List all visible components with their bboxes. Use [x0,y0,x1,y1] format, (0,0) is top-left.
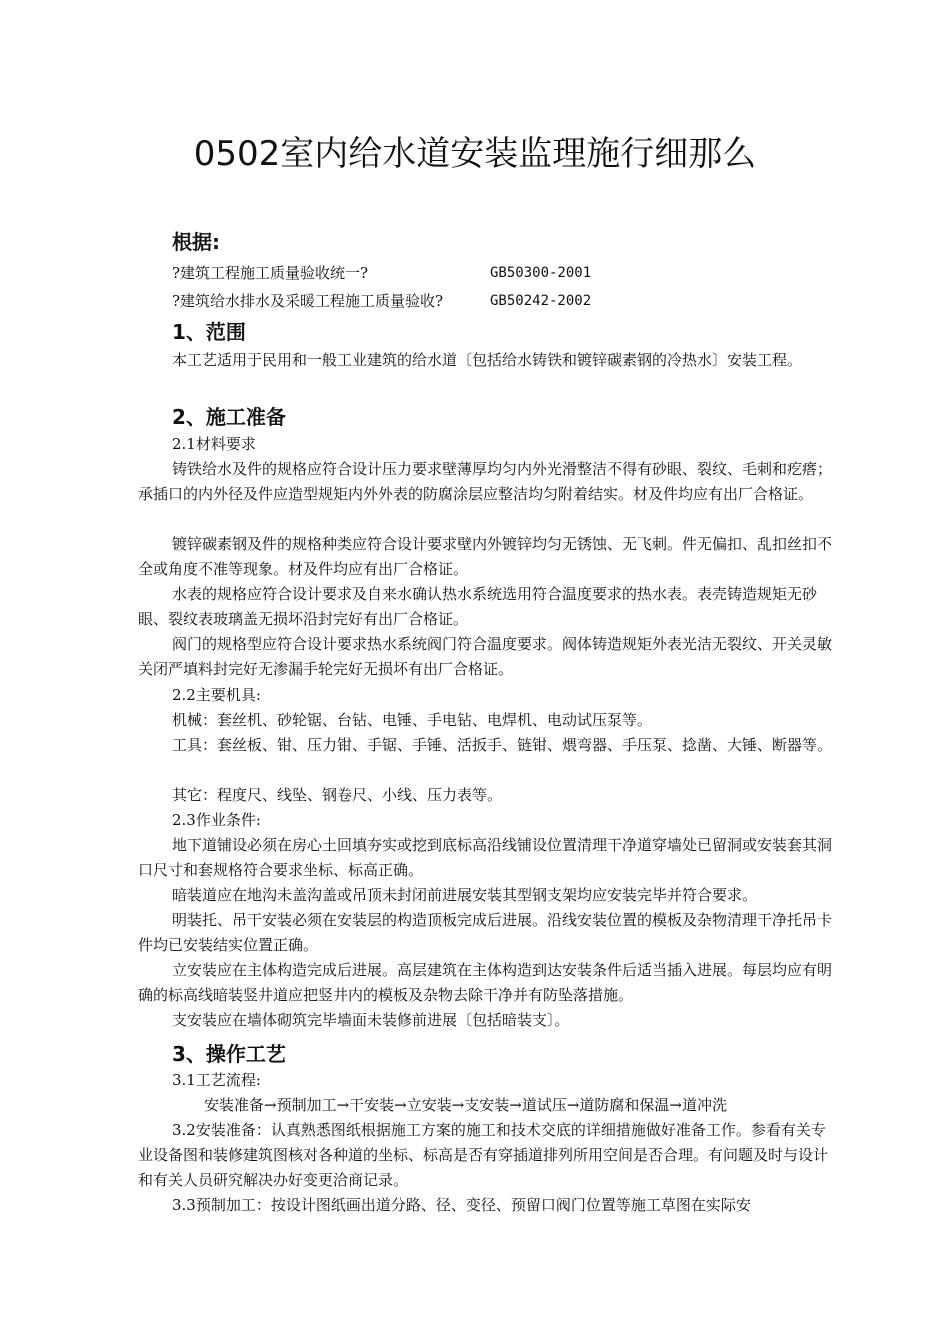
reference-row-2 [172,289,840,314]
reference-code: GB50242-2002 [490,293,592,309]
paragraph: 明装托、吊干安装必须在安装层的构造顶板完成后进展。沿线安装位置的模板及杂物清理干净托吊卡件均已安装结实位置正确。 [138,911,833,954]
paragraph: 工具：套丝板、钳、压力钳、手锯、手锤、活扳手、链钳、煨弯器、手压泵、捻凿、大锤、断器等。 [172,736,833,754]
paragraph: 3.2安装准备：认真熟悉图纸根据施工方案的施工和技术交底的详细措施做好准备工作。参看有关专业设备图和装修建筑图核对各种道的坐标、标高是否有穿插道排列所用空间是否合理。有问题及时与设计和有关人员研究解决办好变更洽商记录。 [138,1121,829,1189]
paragraph: 地下道铺设必须在房心土回填夯实或挖到底标高沿线铺设位置清理干净道穿墙处已留洞或安装套其洞口尺寸和套规格符合要求坐标、标高正确。 [138,836,833,879]
section-heading-scope: 1、范围 [172,320,246,344]
subheading: 3.1工艺流程: [172,1071,261,1089]
reference-name: ?建筑给水排水及采暖工程施工质量验收? [172,292,444,310]
paragraph: 机械：套丝机、砂轮锯、台钻、电锤、手电钻、电焊机、电动试压泵等。 [172,711,653,729]
paragraph: 其它：程度尺、线坠、钢卷尺、小线、压力表等。 [172,786,503,804]
paragraph: 镀锌碳素钢及件的规格种类应符合设计要求壁内外镀锌均匀无锈蚀、无飞刺。件无偏扣、乱扣丝扣不全或角度不准等现象。材及件均应有出厂合格证。 [138,535,833,578]
basis-heading: 根据: [172,230,220,254]
section-heading-operation: 3、操作工艺 [172,1042,286,1066]
paragraph: 本工艺适用于民用和一般工业建筑的给水道〔包括给水铸铁和镀锌碳素钢的冷热水〕安装工程。 [172,351,803,369]
subheading: 2.3作业条件: [172,811,261,829]
reference-code: GB50300-2001 [490,265,592,281]
reference-row-1 [172,261,840,286]
paragraph: 阀门的规格型应符合设计要求热水系统阀门符合温度要求。阀体铸造规矩外表光洁无裂纹、开关灵敏关闭严填料封完好无渗漏手轮完好无损坏有出厂合格证。 [138,635,833,678]
paragraph: 铸铁给水及件的规格应符合设计压力要求壁薄厚均匀内外光滑整洁不得有砂眼、裂纹、毛刺和疙瘩；承插口的内外径及件应造型规矩内外外表的防腐涂层应整洁均匀附着结实。材及件均应有出厂合格证。 [138,460,833,503]
paragraph: 水表的规格应符合设计要求及自来水确认热水系统选用符合温度要求的热水表。表壳铸造规矩无砂眼、裂纹表玻璃盖无损坏沿封完好有出厂合格证。 [138,585,818,628]
subheading: 2.2主要机具: [172,686,261,704]
section-heading-preparation: 2、施工准备 [172,405,286,429]
document-title: 0502室内给水道安装监理施行细那么 [193,134,757,174]
paragraph: 立安装应在主体构造完成后进展。高层建筑在主体构造到达安装条件后适当插入进展。每层均应有明确的标高线暗装竖井道应把竖井内的模板及杂物去除干净并有防坠落措施。 [138,961,833,1004]
paragraph: 支安装应在墙体砌筑完毕墙面未装修前进展〔包括暗装支〕。 [172,1011,570,1029]
paragraph: 3.3预制加工：按设计图纸画出道分路、径、变径、预留口阀门位置等施工草图在实际安 [172,1196,751,1214]
paragraph: 暗装道应在地沟未盖沟盖或吊顶未封闭前进展安装其型钢支架均应安装完毕并符合要求。 [172,886,758,904]
subheading: 2.1材料要求 [172,435,256,453]
reference-name: ?建筑工程施工质量验收统一? [172,264,369,282]
process-flow: 安装准备→预制加工→干安装→立安装→支安装→道试压→道防腐和保温→道冲洗 [204,1096,727,1114]
